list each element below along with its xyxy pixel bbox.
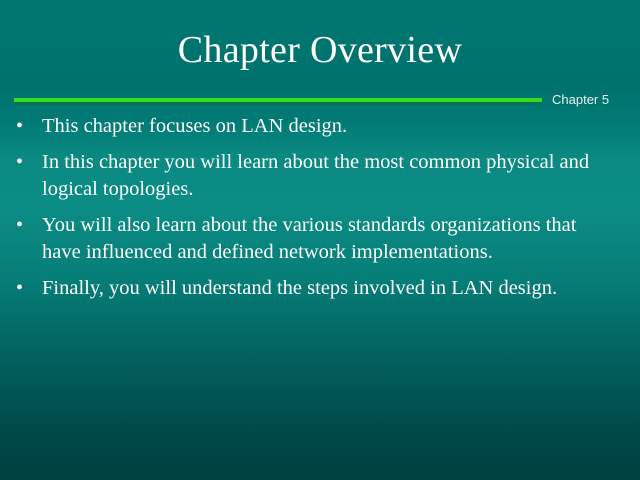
bullet-marker-icon: • xyxy=(16,214,24,236)
list-item xyxy=(16,275,628,302)
chapter-label: Chapter 5 xyxy=(552,92,610,107)
page-title: Chapter Overview xyxy=(177,29,463,71)
list-item xyxy=(16,212,628,266)
list-item xyxy=(16,149,628,203)
title-divider xyxy=(14,98,542,107)
list-item xyxy=(16,113,628,140)
bullet-marker-icon: • xyxy=(16,151,24,173)
bullet-marker-icon: • xyxy=(16,277,24,299)
divider-shadow-line xyxy=(14,102,542,105)
list-item-text: Finally, you will understand the steps involved in LAN design. xyxy=(42,277,558,299)
list-item-text: This chapter focuses on LAN design. xyxy=(42,115,348,137)
list-item-text: In this chapter you will learn about the most common physical and logical topologies. xyxy=(42,151,590,200)
list-item-text: You will also learn about the various standards organizations that have influenced and defined network implementations. xyxy=(42,214,577,263)
bullet-list xyxy=(16,113,628,311)
bullet-marker-icon: • xyxy=(16,115,24,137)
